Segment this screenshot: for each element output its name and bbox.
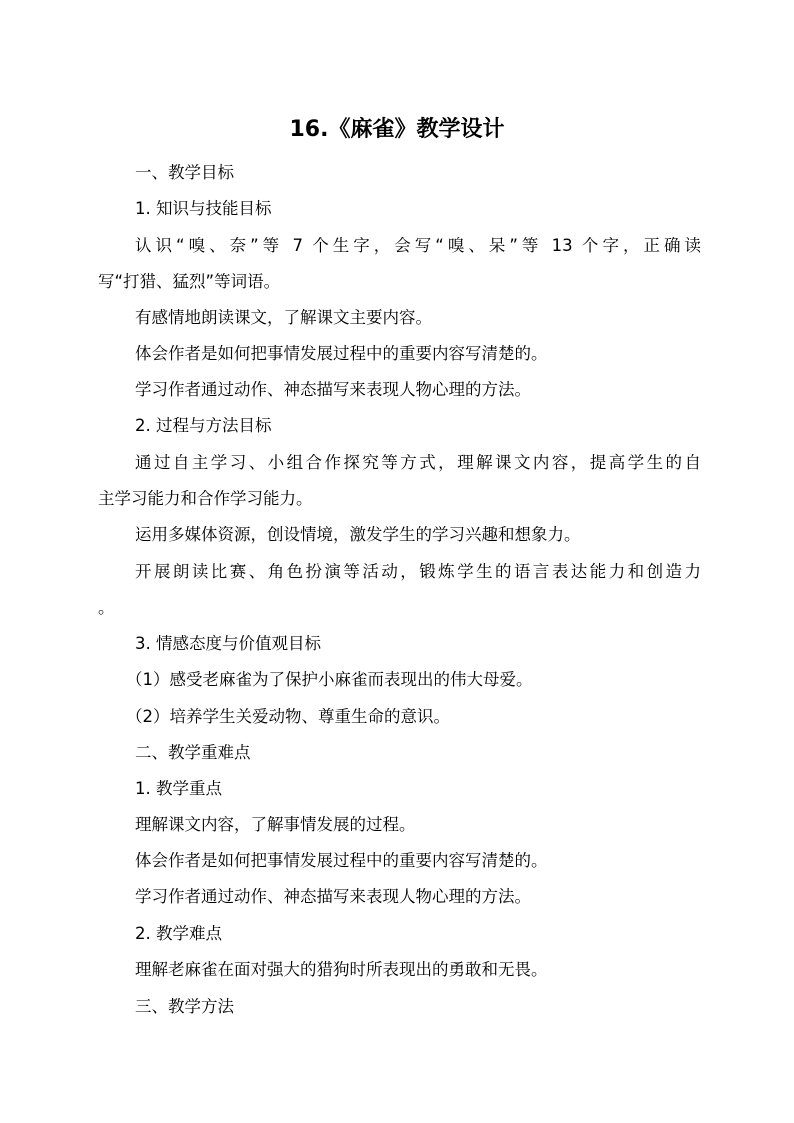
paragraph-line: 学习作者通过动作、神态描写来表现人物心理的方法。 (135, 887, 531, 906)
paragraph-line: 体会作者是如何把事情发展过程中的重要内容写清楚的。 (135, 344, 548, 363)
paragraph-line: 有感情地朗读课文，了解课文主要内容。 (135, 308, 432, 327)
paragraph-line: 开展朗读比赛、角色扮演等活动，锻炼学生的语言表达能力和创造力 (135, 562, 701, 581)
section-heading-key-difficult: 二、教学重难点 (135, 743, 251, 762)
subheading-process-methods: 2. 过程与方法目标 (135, 416, 272, 435)
paragraph-line: 。 (98, 598, 115, 617)
section-heading-objectives: 一、教学目标 (135, 163, 234, 182)
list-item: （2）培养学生关爱动物、尊重生命的意识。 (126, 707, 450, 726)
subheading-knowledge-skills: 1. 知识与技能目标 (135, 199, 272, 218)
paragraph-line: 理解老麻雀在面对强大的猎狗时所表现出的勇敢和无畏。 (135, 960, 548, 979)
section-heading-methods: 三、教学方法 (135, 997, 234, 1016)
subheading-difficult-points: 2. 教学难点 (135, 924, 222, 943)
paragraph-line: 运用多媒体资源，创设情境，激发学生的学习兴趣和想象力。 (135, 525, 581, 544)
paragraph-line: 体会作者是如何把事情发展过程中的重要内容写清楚的。 (135, 851, 548, 870)
document-title: 16.《麻雀》教学设计 (289, 117, 505, 142)
paragraph-line: 理解课文内容，了解事情发展的过程。 (135, 815, 416, 834)
paragraph-line: 写“打猎、猛烈”等词语。 (98, 272, 281, 291)
paragraph-line: 认识“嗅、奈”等 7 个生字，会写“嗅、呆”等 13 个字，正确读 (135, 236, 701, 255)
subheading-key-points: 1. 教学重点 (135, 779, 222, 798)
list-item: （1）感受老麻雀为了保护小麻雀而表现出的伟大母爱。 (126, 670, 533, 689)
paragraph-line: 学习作者通过动作、神态描写来表现人物心理的方法。 (135, 380, 531, 399)
paragraph-line: 主学习能力和合作学习能力。 (98, 489, 313, 508)
paragraph-line: 通过自主学习、小组合作探究等方式，理解课文内容，提高学生的自 (135, 453, 701, 472)
subheading-emotion-values: 3. 情感态度与价值观目标 (135, 634, 321, 653)
